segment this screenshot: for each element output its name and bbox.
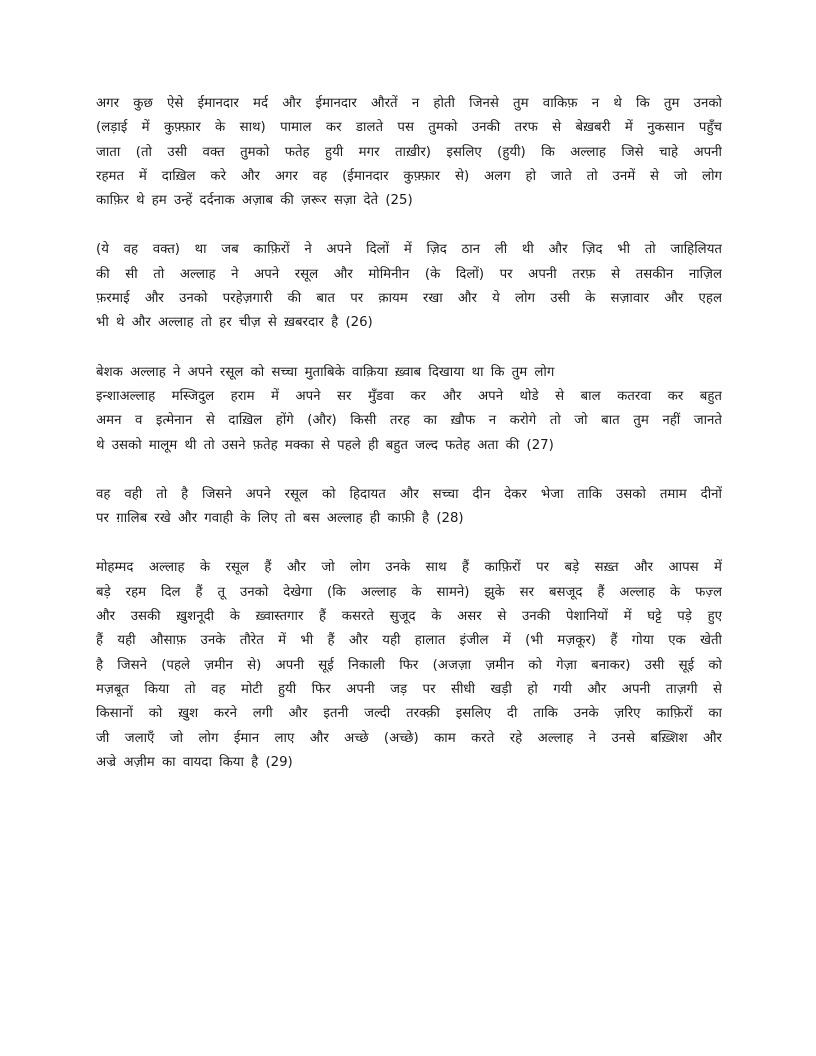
- paragraph-verse-28: [96, 483, 722, 532]
- paragraph-verse-25: [96, 92, 722, 213]
- paragraph-verse-26: [96, 238, 722, 335]
- text-line: मोहम्मद अल्लाह के रसूल हैं और जो लोग उनके साथ हैं काफ़िरों पर बड़े सख़्त और आपस में: [96, 560, 722, 576]
- text-line: बड़े रहम दिल हैं तू उनको देखेगा (कि अल्लाह के सामने) झुके सर बसजूद हैं अल्लाह के फज़्ल: [96, 584, 722, 600]
- text-line: की सी तो अल्लाह ने अपने रसूल और मोमिनीन (के दिलों) पर अपनी तरफ़ से तसकीन नाज़िल: [96, 266, 722, 282]
- text-line: किसानों को ख़ुश करने लगी और इतनी जल्दी तरक्क़ी इसलिए दी ताकि उनके ज़रिए काफ़िरों का: [96, 706, 722, 722]
- paragraph-verse-27: [96, 361, 722, 458]
- text-line: और उसकी ख़ुशनूदी के ख़्वास्तगार हैं कसरते सुजूद के असर से उनकी पेशानियों में घट्टे पड़े हुए: [96, 609, 722, 625]
- text-line: बेशक अल्लाह ने अपने रसूल को सच्चा मुताबिके वाक़िया ख़्वाब दिखाया था कि तुम लोग: [96, 364, 555, 380]
- text-line-last: थे उसको मालूम थी तो उसने फ़तेह मक्का से पहले ही बहुत जल्द फतेह अता की (27): [96, 437, 554, 453]
- text-line-last: अज्रे अज़ीम का वायदा किया है (29): [96, 754, 293, 770]
- text-line: (ये वह वक्त) था जब काफ़िरों ने अपने दिलों में ज़िद ठान ली थी और ज़िद भी तो जाहिलियत: [96, 242, 722, 258]
- text-line: फ़रमाई और उनको परहेज़गारी की बात पर क़ायम रखा और ये लोग उसी के सज़ावार और एहल: [96, 291, 722, 307]
- text-line: रहमत में दाख़िल करे और अगर वह (ईमानदार कुफ़्फ़ार से) अलग हो जाते तो उनमें से जो लोग: [96, 168, 722, 184]
- text-line: इन्शाअल्लाह मस्जिदुल हराम में अपने सर मुँडवा कर और अपने थोडे से बाल कतरवा कर बहुत: [96, 388, 722, 404]
- text-line-last: काफ़िर थे हम उन्हें दर्दनाक अज़ाब की ज़रूर सज़ा देते (25): [96, 193, 413, 209]
- text-line: (लड़ाई में कुफ़्फ़ार के साथ) पामाल कर डालते पस तुमको उनकी तरफ से बेख़बरी में नुकसान पहुँच: [96, 120, 722, 136]
- text-line: अमन व इत्मेनान से दाख़िल होंगे (और) किसी तरह का ख़ौफ न करोगे तो जो बात तुम नहीं जानते: [96, 413, 722, 429]
- text-line: हैं यही औसाफ़ उनके तौरेत में भी हैं और यही हालात इंजील में (भी मज़कूर) हैं गोया एक खेती: [96, 633, 722, 649]
- paragraph-verse-29: [96, 556, 722, 775]
- text-line: वह वही तो है जिसने अपने रसूल को हिदायत और सच्चा दीन देकर भेजा ताकि उसको तमाम दीनों: [96, 486, 722, 502]
- document-body: [96, 92, 722, 800]
- text-line: जी जलाएँ जो लोग ईमान लाए और अच्छे (अच्छे) काम करते रहे अल्लाह ने उनसे बख़्शिश और: [96, 730, 722, 746]
- text-line-last: भी थे और अल्लाह तो हर चीज़ से ख़बरदार है (26): [96, 315, 373, 331]
- text-line: अगर कुछ ऐसे ईमानदार मर्द और ईमानदार औरतें न होती जिनसे तुम वाकिफ़ न थे कि तुम उनको: [96, 96, 722, 111]
- text-line: है जिसने (पहले ज़मीन से) अपनी सूई निकाली फिर (अजज़ा ज़मीन को गेज़ा बनाकर) उसी सूई को: [96, 657, 722, 673]
- text-line: मज़बूत किया तो वह मोटी हुयी फिर अपनी जड़ पर सीधी खड़ी हो गयी और अपनी ताज़गी से: [96, 681, 722, 697]
- text-line: जाता (तो उसी वक्त तुमको फतेह हुयी मगर ताख़ीर) इसलिए (हुयी) कि अल्लाह जिसे चाहे अपनी: [96, 144, 722, 160]
- text-line-last: पर ग़ालिब रखे और गवाही के लिए तो बस अल्लाह ही काफ़ी है (28): [96, 511, 464, 527]
